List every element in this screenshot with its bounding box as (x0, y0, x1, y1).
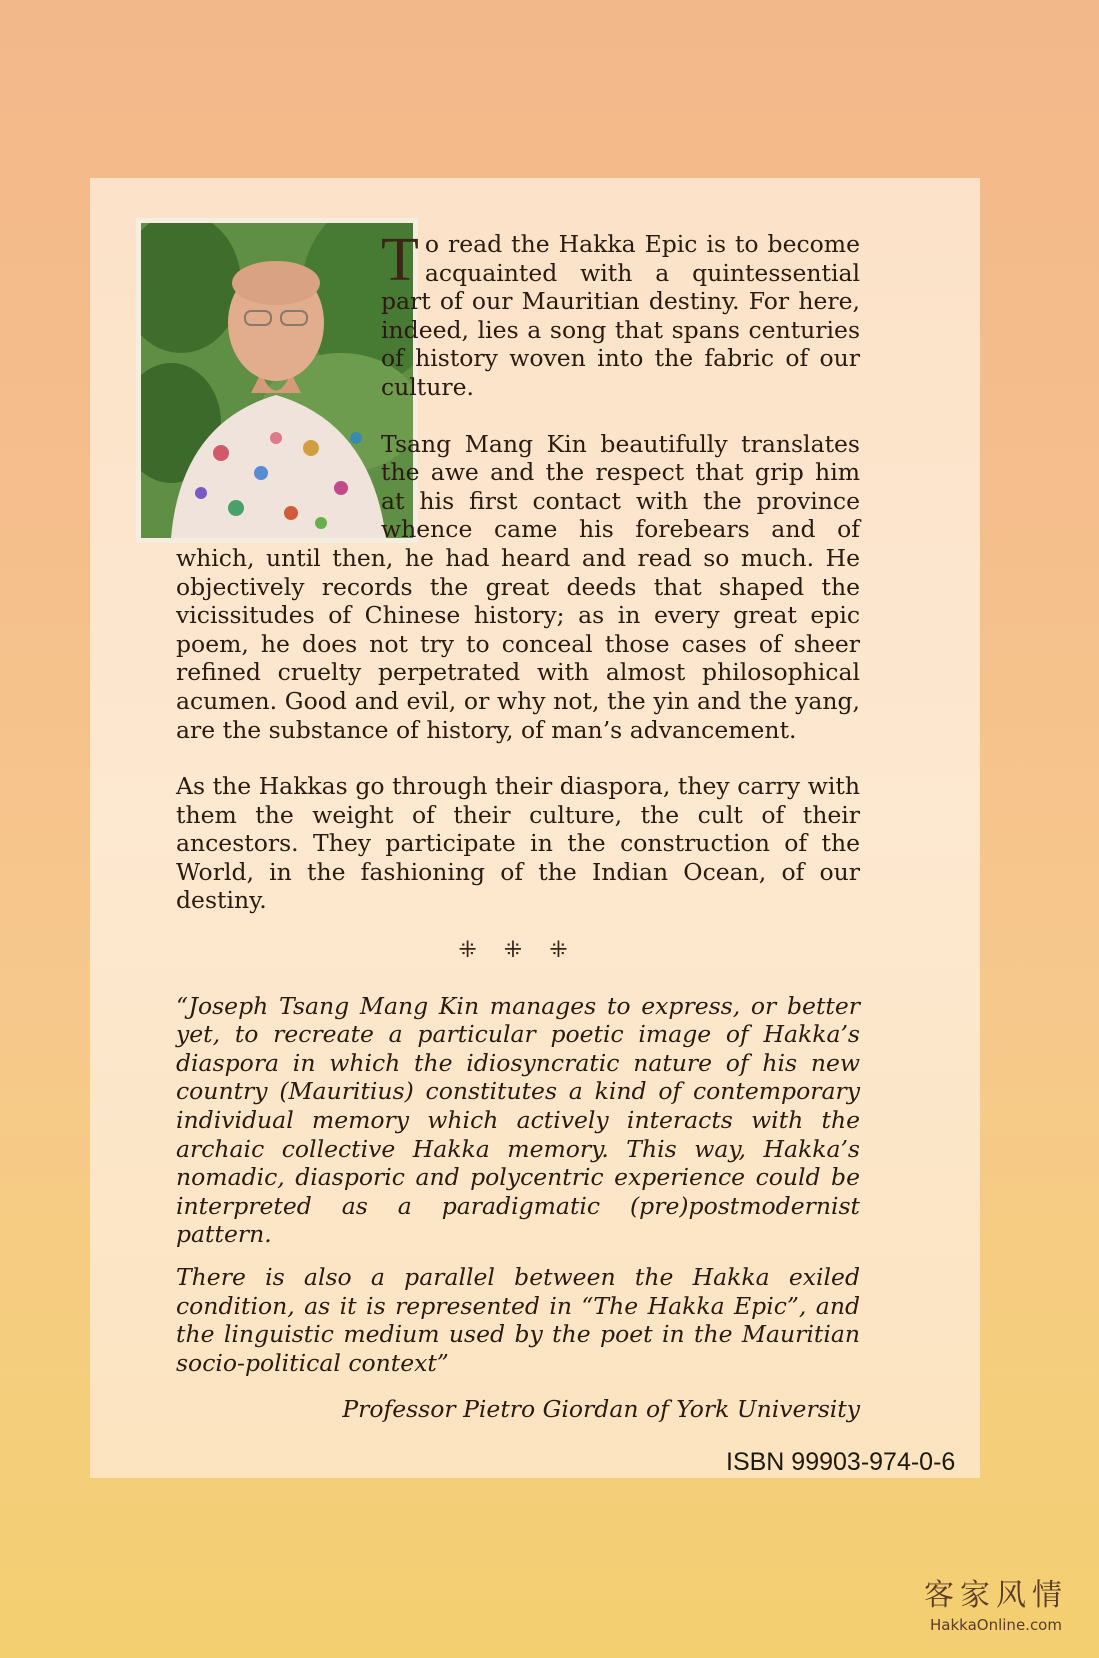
watermark-url: HakkaOnline.com (930, 1616, 1062, 1634)
review-quote-1: “Joseph Tsang Mang Kin manages to express, or better yet, to recreate a particular poetic image of Hakka’s diaspora in which the idiosyncratic nature of his new country (Mauritius) constitutes a kind of contemporary individual memory which actively interacts with the archaic collective Hakka memory. This way, Hakka’s nomadic, diasporic and polycentric experience could be interpreted as a paradigmatic (pre)postmodernist pattern. (176, 991, 860, 1249)
site-watermark (906, 1570, 1086, 1634)
body-paragraph-3: As the Hakkas go through their diaspora, they carry with them the weight of their culture, the cult of their ancestors. They participate in the construction of the World, in the fashioning of the Indian Ocean, of our destiny. (176, 772, 860, 915)
intro-text: o read the Hakka Epic is to become acquainted with a quintessential part of our Mauritian destiny. For here, indeed, lies a song that spans centuries of history woven into the fabric of our culture. (381, 230, 860, 401)
isbn-label: ISBN 99903-974-0-6 (726, 1448, 956, 1476)
cover-text (176, 226, 860, 1452)
drop-cap: T (381, 226, 419, 294)
watermark-chinese: 客家风情 (924, 1578, 1068, 1613)
section-ornament: ⁜ ⁜ ⁜ (458, 938, 578, 964)
photo-spacer (130, 230, 381, 520)
review-quote-2: There is also a parallel between the Hakka exiled condition, as it is represented in “The Hakka Epic”, and the linguistic medium used by the poet in the Mauritian socio-political context” (176, 1263, 860, 1377)
body-paragraph-2: Tsang Mang Kin beautifully translates the awe and the respect that grip him at his first contact with the province whence came his forebears and of which, until then, he had heard and read so much. He objectively records the great deeds that shaped the vicissitudes of Chinese history; as in every great epic poem, he does not try to conceal those cases of sheer refined cruelty perpetrated with almost philosophical acumen. Good and evil, or why not, the yin and the yang, are the substance of history, of man’s advancement. (176, 429, 860, 744)
quote-attribution: Professor Pietro Giordan of York University (342, 1395, 860, 1424)
